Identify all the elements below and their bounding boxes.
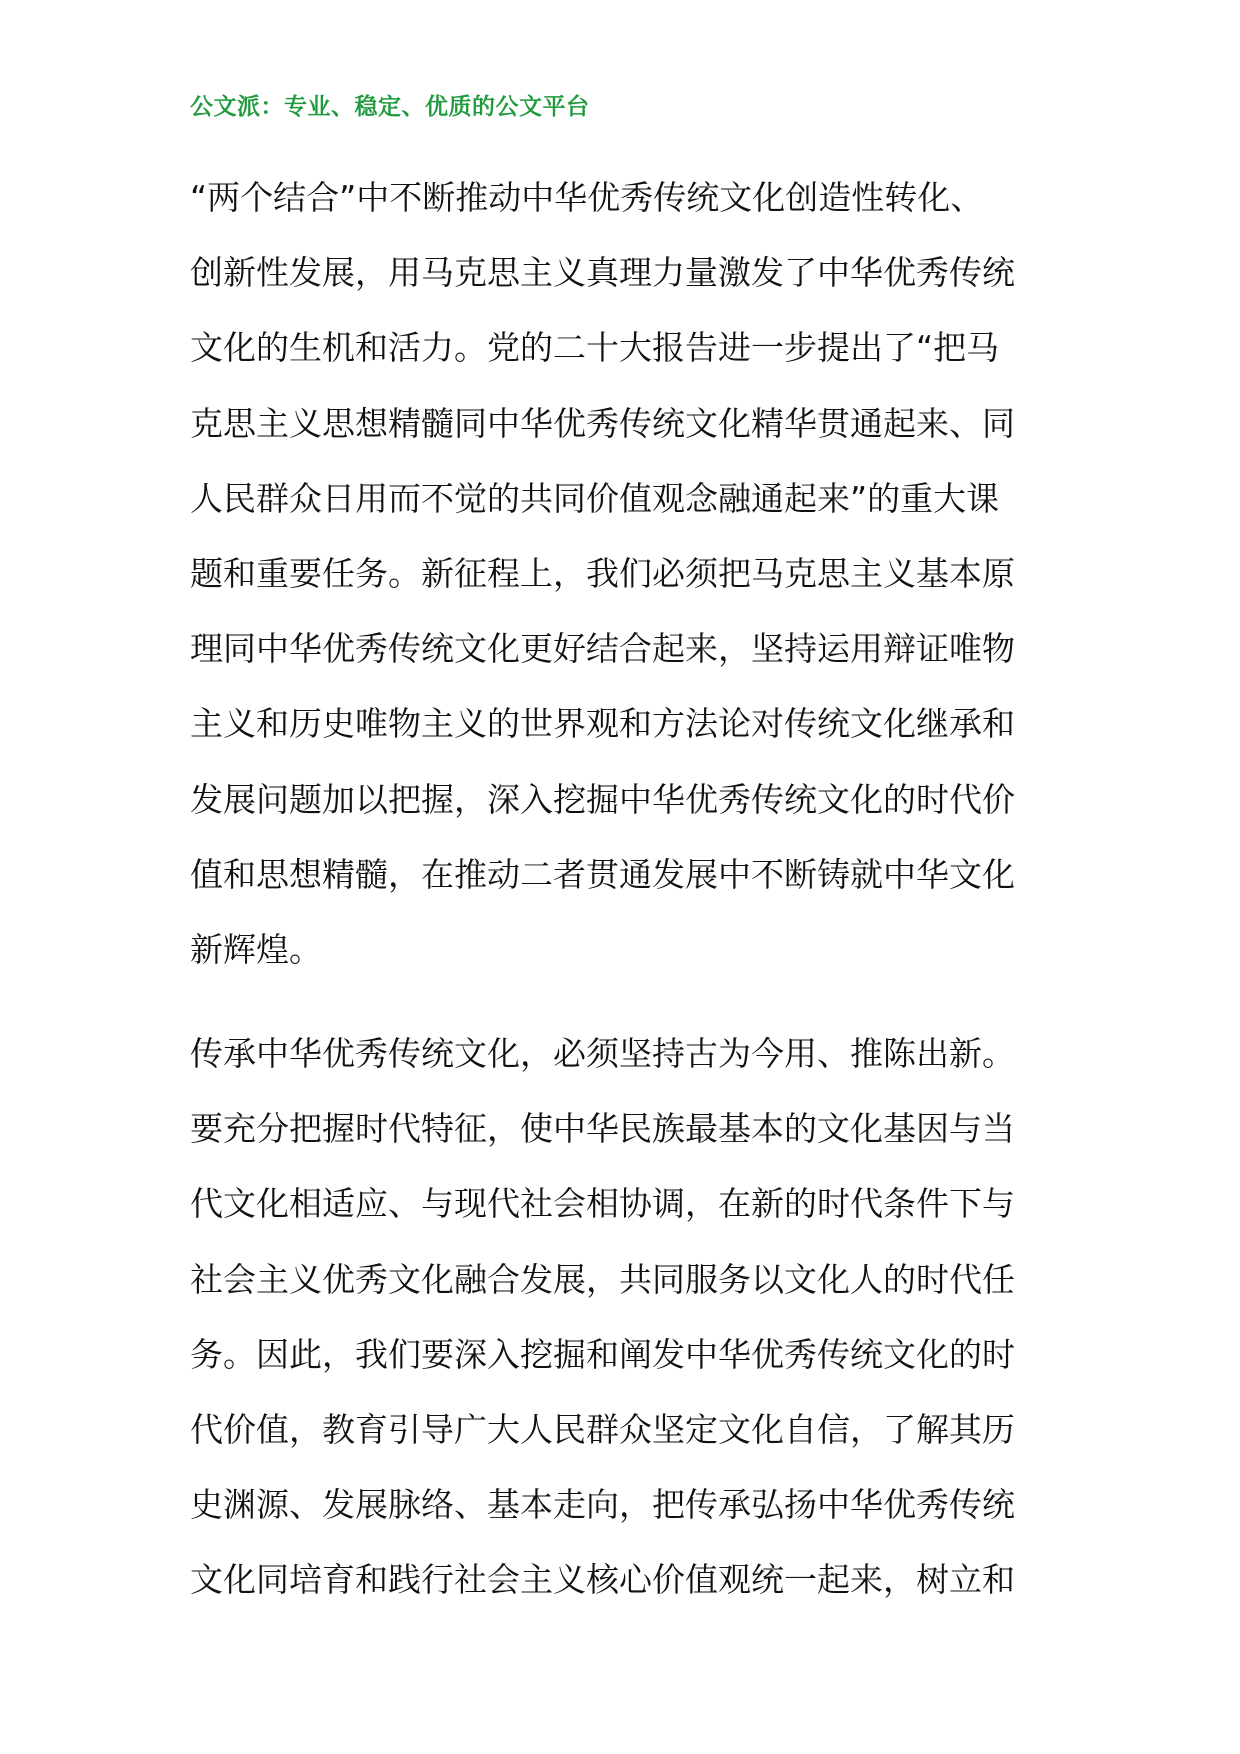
text-line: 文化同培育和践行社会主义核心价值观统一起来，树立和 [190,1560,1015,1600]
text-line: 主义和历史唯物主义的世界观和方法论对传统文化继承和 [190,704,1015,744]
text-line: 克思主义思想精髓同中华优秀传统文化精华贯通起来、同 [190,403,1015,443]
text-line: 题和重要任务。新征程上，我们必须把马克思主义基本原 [190,553,1015,593]
text-line: 传承中华优秀传统文化，必须坚持古为今用、推陈出新。 [190,1034,1015,1074]
paragraph-2 [190,1016,1060,1618]
text-line: “两个结合”中不断推动中华优秀传统文化创造性转化、 [190,178,984,217]
paragraph-1 [190,160,1060,987]
text-line: 史渊源、发展脉络、基本走向，把传承弘扬中华优秀传统 [190,1485,1015,1525]
text-line: 代价值，教育引导广大人民群众坚定文化自信，了解其历 [190,1410,1015,1449]
paragraph-gap [190,987,1060,1016]
site-header-title: 公文派：专业、稳定、优质的公文平台 [190,93,590,120]
text-line: 社会主义优秀文化融合发展，共同服务以文化人的时代任 [190,1259,1015,1299]
text-line: 要充分把握时代特征，使中华民族最基本的文化基因与当 [190,1109,1015,1149]
text-line: 值和思想精髓，在推动二者贯通发展中不断铸就中华文化 [190,854,1015,894]
text-line: 务。因此，我们要深入挖掘和阐发中华优秀传统文化的时 [190,1334,1015,1374]
text-line: 新辉煌。 [190,929,322,969]
text-line: 理同中华优秀传统文化更好结合起来，坚持运用辩证唯物 [190,629,1015,669]
text-line: 代文化相适应、与现代社会相协调，在新的时代条件下与 [190,1184,1015,1224]
text-line: 文化的生机和活力。党的二十大报告进一步提出了“把马 [190,328,1000,368]
text-line: 发展问题加以把握，深入挖掘中华优秀传统文化的时代价 [190,779,1015,819]
document-body [190,160,1060,1618]
text-line: 人民群众日用而不觉的共同价值观念融通起来”的重大课 [190,478,1000,518]
text-line: 创新性发展，用马克思主义真理力量激发了中华优秀传统 [190,253,1015,293]
